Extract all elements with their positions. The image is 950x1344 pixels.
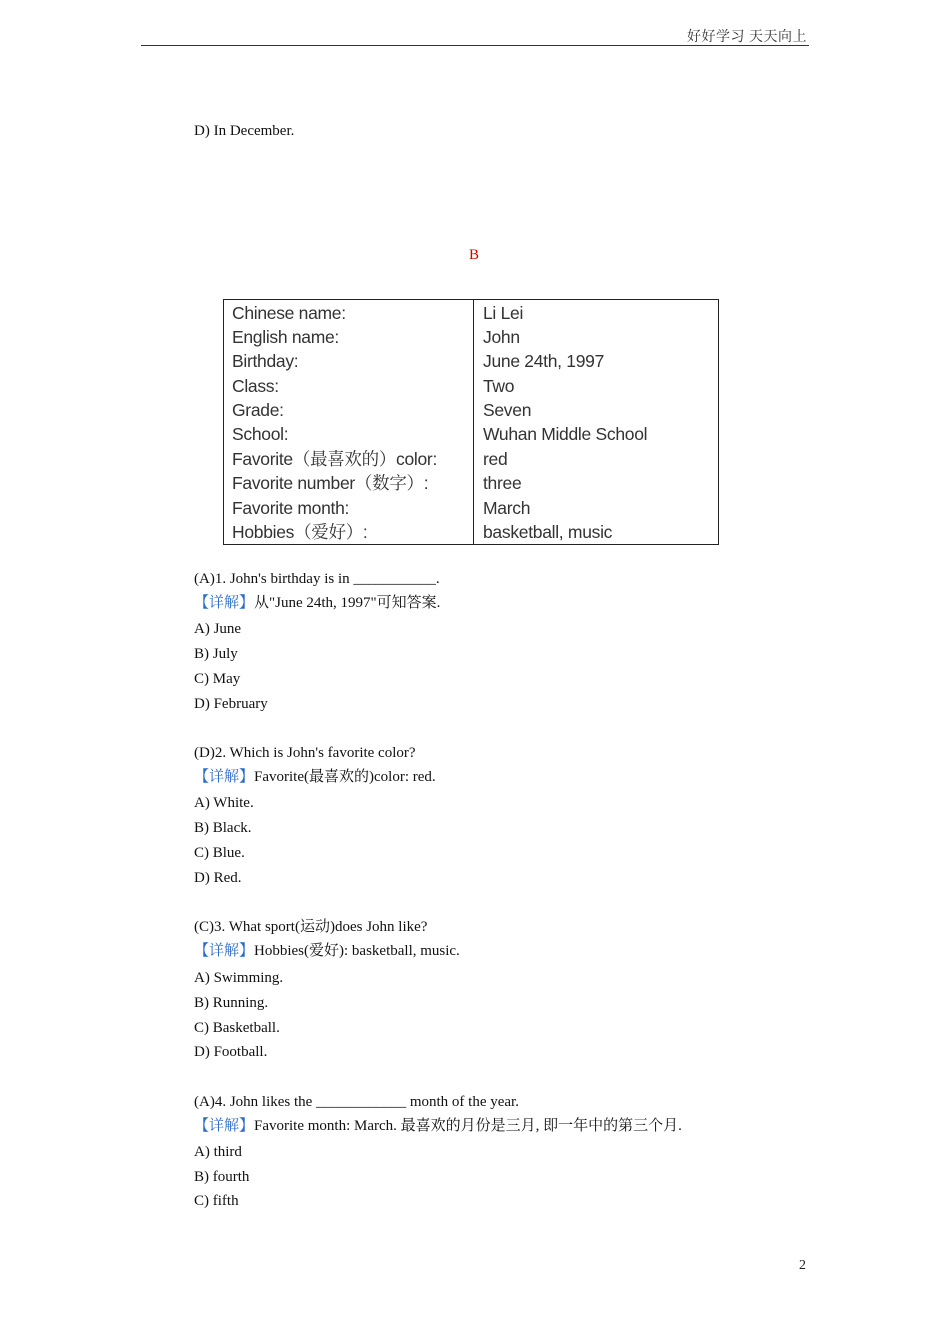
option-d-top: D) In December. [194,123,295,139]
table-value-hobbies: basketball, music [483,522,613,542]
table-label-hobbies: Hobbies（爱好）: [232,522,368,542]
page-number: 2 [799,1258,806,1273]
header-motto: 好好学习 天天向上 [687,30,807,45]
question-4-option-c: C) fifth [194,1193,239,1209]
table-label-grade: Grade: [232,400,284,420]
table-value-school: Wuhan Middle School [483,424,648,444]
detail-tag: 【详解】 [194,943,255,959]
table-value-favorite-color: red [483,449,508,469]
question-1-option-a: A) June [194,621,242,637]
table-value-favorite-month: March [483,498,531,518]
table-value-birthday: June 24th, 1997 [483,351,605,371]
explanation-text: 从"June 24th, 1997"可知答案. [254,595,441,611]
table-value-favorite-number: three [483,473,522,493]
question-2-option-d: D) Red. [194,870,242,886]
section-label: B [469,247,480,263]
detail-tag: 【详解】 [194,595,255,611]
question-2-stem: (D)2. Which is John's favorite color? [194,745,416,761]
question-2-option-a: A) White. [194,795,254,811]
question-2-explanation [194,768,436,786]
explanation-text: Hobbies(爱好): basketball, music. [254,943,460,959]
table-value-grade: Seven [483,400,532,420]
table-label-favorite-color: Favorite（最喜欢的）color: [232,449,438,469]
student-info-table [223,299,719,545]
question-1-stem: (A)1. John's birthday is in ___________. [194,571,440,587]
table-value-english-name: John [483,327,520,347]
question-2-option-c: C) Blue. [194,845,245,861]
question-4-stem: (A)4. John likes the ____________ month of the year. [194,1094,519,1110]
question-3-option-a: A) Swimming. [194,970,284,986]
table-value-chinese-name: Li Lei [483,303,524,323]
question-1-option-c: C) May [194,671,241,687]
question-3-option-b: B) Running. [194,995,269,1011]
table-label-english-name: English name: [232,327,339,347]
question-1-option-b: B) July [194,646,238,662]
explanation-text: Favorite(最喜欢的)color: red. [254,769,436,785]
table-value-class: Two [483,376,515,396]
table-label-favorite-month: Favorite month: [232,498,350,518]
table-label-birthday: Birthday: [232,351,299,371]
explanation-text: Favorite month: March. 最喜欢的月份是三月, 即一年中的第三个月. [254,1118,682,1134]
question-4-option-a: A) third [194,1144,242,1160]
question-1-explanation [194,594,440,612]
question-3-explanation [194,942,460,960]
question-4-explanation [194,1117,682,1135]
table-column-divider [473,300,474,544]
detail-tag: 【详解】 [194,1118,255,1134]
header-rule [141,45,809,46]
question-3-option-d: D) Football. [194,1044,268,1060]
table-label-favorite-number: Favorite number（数字）: [232,473,429,493]
table-label-school: School: [232,424,289,444]
question-3-option-c: C) Basketball. [194,1020,280,1036]
question-1-option-d: D) February [194,696,268,712]
question-2-option-b: B) Black. [194,820,252,836]
detail-tag: 【详解】 [194,769,255,785]
table-label-class: Class: [232,376,279,396]
table-label-chinese-name: Chinese name: [232,303,346,323]
question-3-stem: (C)3. What sport(运动)does John like? [194,919,428,935]
question-4-option-b: B) fourth [194,1169,250,1185]
